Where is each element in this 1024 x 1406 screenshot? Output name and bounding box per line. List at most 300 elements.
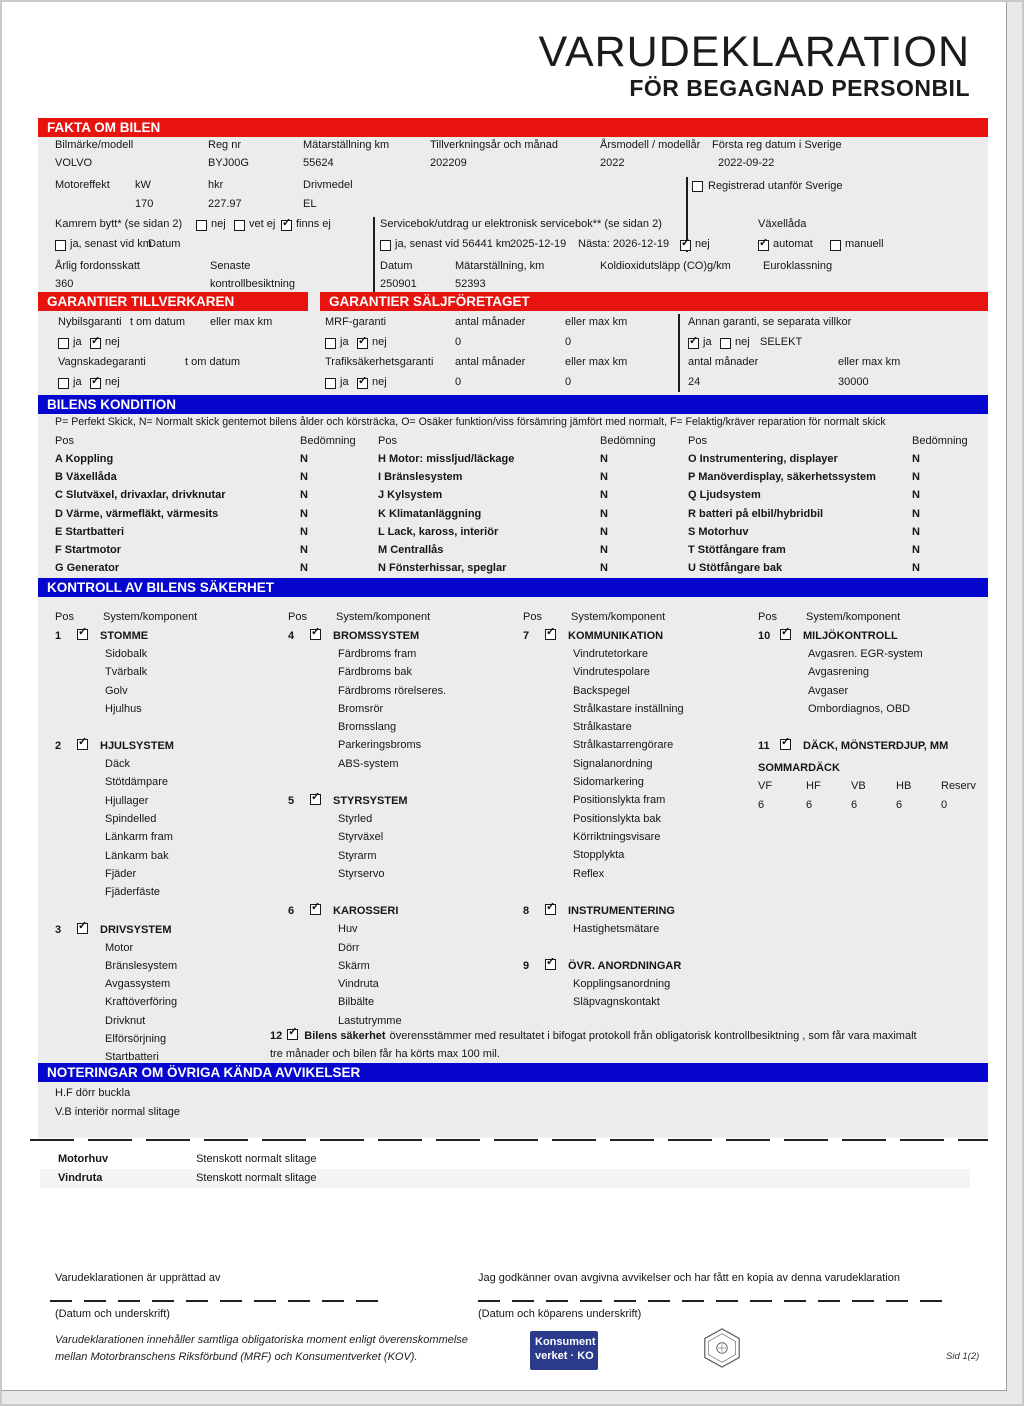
safety-item: Stopplykta xyxy=(573,849,625,862)
signature-line-seller xyxy=(50,1300,388,1302)
power-label: Motoreffekt xyxy=(55,179,110,191)
nybils-ja-checkbox xyxy=(58,338,69,349)
condition-item-label: E Startbatteri xyxy=(55,525,125,538)
safety-column-2 xyxy=(288,608,520,1049)
safety-item: Ombordiagnos, OBD xyxy=(808,702,911,715)
safety-group-header xyxy=(55,737,287,755)
euro-label: Euroklassning xyxy=(763,260,833,272)
safety-item: Länkarm bak xyxy=(105,849,169,862)
brand-value: VOLVO xyxy=(55,157,93,169)
kamrem-vetej-checkbox xyxy=(234,220,245,231)
condition-item-label: I Bränslesystem xyxy=(378,471,463,484)
section-header-garanti-tillverkaren xyxy=(38,292,308,311)
brand-label: Bilmärke/modell xyxy=(55,139,134,151)
document-subtitle: FÖR BEGAGNAD PERSONBIL xyxy=(629,75,970,102)
safety-item: Bromsrör xyxy=(338,702,384,715)
hp-label: hkr xyxy=(208,179,224,191)
condition-item-label: C Slutväxel, drivaxlar, drivknutar xyxy=(55,489,226,502)
safety-item: Styrväxel xyxy=(338,831,384,844)
safety-section xyxy=(38,597,988,1063)
safety-group xyxy=(55,737,287,901)
safety-item: Parkeringsbroms xyxy=(338,739,422,752)
group-checkbox xyxy=(545,629,556,640)
form-area xyxy=(38,118,988,1138)
safety-item: Fjäderfäste xyxy=(105,886,161,899)
group-title: DÄCK, MÖNSTERDJUP, MM xyxy=(803,740,949,753)
system-header: System/komponent xyxy=(103,611,198,623)
safety-item: Styrarm xyxy=(338,849,377,862)
safety-item: Färdbroms rörelseres. xyxy=(338,684,447,697)
safety-item: Elförsörjning xyxy=(105,1033,167,1046)
item-12-text: överensstämmer med resultatet i bifogat protokoll från obligatorisk kontrollbesiktning , som får vara maximalt xyxy=(389,1030,917,1042)
tire-values-row xyxy=(758,796,990,815)
kondition-column-1 xyxy=(55,433,355,577)
mrf-nej-checkbox xyxy=(357,338,368,349)
kamrem-nej-label: nej xyxy=(211,218,226,230)
safety-item: Stötdämpare xyxy=(105,776,168,789)
safety-group-header xyxy=(758,627,990,645)
divider-line xyxy=(678,314,680,392)
group-number: 9 xyxy=(523,960,530,973)
safety-group-header xyxy=(758,737,990,755)
noteringar-header-label: NOTERINGAR OM ÖVRIGA KÄNDA AVVIKELSER xyxy=(47,1065,361,1080)
noteringar-lines xyxy=(55,1084,180,1121)
condition-row xyxy=(378,468,678,486)
safety-group-header xyxy=(288,627,520,645)
group-title: KAROSSERI xyxy=(333,905,399,918)
section-header-noteringar xyxy=(38,1063,988,1082)
nej-label: nej xyxy=(105,336,120,348)
badge-line-1: Konsument xyxy=(535,1336,596,1348)
page-number: Sid 1(2) xyxy=(946,1351,980,1362)
safety-item: Lastutrymme xyxy=(338,1014,402,1027)
service-ja-checkbox xyxy=(380,240,391,251)
condition-row xyxy=(688,450,988,468)
condition-item-label: K Klimatanläggning xyxy=(378,507,482,520)
condition-item-label: S Motorhuv xyxy=(688,525,749,538)
section-header-fakta xyxy=(38,118,988,137)
kamrem-ja-checkbox xyxy=(55,240,66,251)
vagnskade-ja-checkbox xyxy=(58,378,69,389)
tire-col-label: HB xyxy=(896,780,912,793)
condition-rating: N xyxy=(912,507,920,520)
safety-group xyxy=(55,921,287,1067)
trafik-garanti-label: Trafiksäkerhetsgaranti xyxy=(325,356,434,368)
safety-item: Fjäder xyxy=(105,867,137,880)
condition-item-label: F Startmotor xyxy=(55,543,121,556)
model-year-value: 2022 xyxy=(600,157,625,169)
part-name: Motorhuv xyxy=(58,1153,109,1165)
first-reg-value: 2022-09-22 xyxy=(718,157,775,169)
condition-item-label: R batteri på elbil/hybridbil xyxy=(688,507,824,520)
group-title: DRIVSYSTEM xyxy=(100,923,172,936)
kondition-column-3 xyxy=(688,433,988,577)
tire-value: 6 xyxy=(806,798,813,811)
fakta-section xyxy=(38,137,988,292)
tire-header-row xyxy=(758,777,990,796)
kamrem-label: Kamrem bytt* (se sidan 2) xyxy=(55,218,183,230)
legal-line-2: mellan Motorbranschens Riksförbund (MRF) och Konsumentverket (KOV). xyxy=(55,1351,418,1363)
tire-value: 0 xyxy=(941,798,948,811)
safety-item: Bilbälte xyxy=(338,996,375,1009)
condition-row xyxy=(55,559,355,577)
note-line: H.F dörr buckla xyxy=(55,1087,131,1099)
signature-caption-buyer: (Datum och köparens underskrift) xyxy=(478,1308,642,1320)
condition-row xyxy=(378,559,678,577)
safety-item: Backspegel xyxy=(573,684,630,697)
condition-item-label: M Centrallås xyxy=(378,543,444,556)
condition-table-header xyxy=(378,433,678,450)
group-checkbox xyxy=(780,739,791,750)
section-header-garanti-salj xyxy=(320,292,988,311)
mrf-maxkm-value: 0 xyxy=(565,336,572,348)
condition-row xyxy=(688,468,988,486)
kamrem-finnsej-label: finns ej xyxy=(296,218,331,230)
safety-item: Kraftöverföring xyxy=(105,996,178,1009)
condition-item-label: L Lack, kaross, interiör xyxy=(378,525,499,538)
condition-row xyxy=(378,450,678,468)
item-12-number: 12 xyxy=(270,1030,283,1042)
safety-group-header xyxy=(523,627,755,645)
kw-value: 170 xyxy=(135,198,154,210)
signature-caption-seller: (Datum och underskrift) xyxy=(55,1308,170,1320)
safety-item: Färdbroms fram xyxy=(338,648,417,660)
condition-item-label: H Motor: missljud/läckage xyxy=(378,453,515,465)
kw-label: kW xyxy=(135,179,151,191)
divider-line xyxy=(373,217,375,293)
safety-header-label: KONTROLL AV BILENS SÄKERHET xyxy=(47,580,275,595)
group-number: 8 xyxy=(523,904,530,917)
mrf-months-value: 0 xyxy=(455,336,462,348)
inspection-label-2: kontrollbesiktning xyxy=(210,278,295,290)
safety-item: Sidomarkering xyxy=(573,776,644,789)
safety-item: Kopplingsanordning xyxy=(573,978,671,991)
condition-table-header xyxy=(55,433,355,450)
legal-text xyxy=(55,1332,468,1366)
annan-months-value: 24 xyxy=(688,376,701,388)
kamrem-ja-label: ja, senast vid km xyxy=(70,238,152,250)
condition-item-label: D Värme, värmefläkt, värmesits xyxy=(55,507,219,520)
condition-rating: N xyxy=(300,453,308,465)
maxkm-label: eller max km xyxy=(210,316,273,328)
safety-item: Skärm xyxy=(338,959,370,972)
safety-item: Huv xyxy=(338,923,358,936)
part-name: Vindruta xyxy=(58,1172,103,1184)
safety-item: Motor xyxy=(105,941,134,954)
condition-rating: N xyxy=(300,525,308,538)
group-number: 6 xyxy=(288,905,295,918)
service-ja-label: ja, senast vid 56441 km xyxy=(395,238,511,250)
safety-item: Hjullager xyxy=(105,794,149,807)
safety-item: Vindrutetorkare xyxy=(573,648,649,660)
kamrem-vetej-label: vet ej xyxy=(249,218,276,230)
safety-item: Avgaser xyxy=(808,684,849,697)
condition-rating: N xyxy=(600,562,608,575)
kamrem-finnsej-checkbox xyxy=(281,220,292,231)
condition-rating: N xyxy=(912,489,920,502)
rating-header: Bedömning xyxy=(912,435,968,447)
safety-item: Däck xyxy=(105,758,131,771)
garanti-tillverkaren-label: GARANTIER TILLVERKAREN xyxy=(47,294,235,309)
vagnskade-nej-checkbox xyxy=(90,378,101,389)
reg-label: Reg nr xyxy=(208,139,242,151)
group-number: 5 xyxy=(288,795,295,808)
group-number: 11 xyxy=(758,740,770,753)
group-number: 2 xyxy=(55,740,62,753)
condition-row xyxy=(378,505,678,523)
condition-rating: N xyxy=(912,543,920,556)
group-checkbox xyxy=(545,904,556,915)
part-note-row xyxy=(40,1150,970,1169)
safety-item: Positionslykta fram xyxy=(573,794,666,807)
annan-suffix-value: SELEKT xyxy=(760,336,803,348)
part-note-row xyxy=(40,1169,970,1188)
condition-rating: N xyxy=(600,543,608,556)
condition-rating: N xyxy=(912,471,920,484)
service-nej-checkbox xyxy=(680,240,691,251)
prepared-by-label: Varudeklarationen är upprättad av xyxy=(55,1272,221,1284)
trafik-nej-checkbox xyxy=(357,378,368,389)
certification-emblem-icon xyxy=(701,1327,743,1369)
part-note: Stenskott normalt slitage xyxy=(196,1172,317,1184)
condition-row xyxy=(378,523,678,541)
tom-datum-label: t om datum xyxy=(130,316,186,328)
reg-value: BYJ00G xyxy=(208,157,249,169)
maxkm-label: eller max km xyxy=(565,316,628,328)
safety-item: Tvärbalk xyxy=(105,666,148,679)
dashed-separator xyxy=(30,1139,988,1141)
nej-label: nej xyxy=(372,336,387,348)
safety-column-4 xyxy=(758,608,990,833)
group-checkbox xyxy=(77,629,88,640)
group-number: 4 xyxy=(288,630,295,642)
safety-item: Bränslesystem xyxy=(105,959,178,972)
kamrem-nej-checkbox xyxy=(196,220,207,231)
group-title: KOMMUNIKATION xyxy=(568,630,664,642)
safety-item: Bromsslang xyxy=(338,721,397,734)
group-checkbox xyxy=(77,739,88,750)
safety-group-header xyxy=(288,902,520,920)
safety-item: Släpvagnskontakt xyxy=(573,996,660,1009)
safety-group xyxy=(288,627,520,773)
part-note: Stenskott normalt slitage xyxy=(196,1153,317,1165)
safety-group xyxy=(288,792,520,883)
tire-value: 6 xyxy=(896,798,903,811)
safety-item: Dörr xyxy=(338,941,360,954)
trafik-ja-checkbox xyxy=(325,378,336,389)
condition-rating: N xyxy=(300,507,308,520)
group-title: ÖVR. ANORDNINGAR xyxy=(568,960,682,973)
ja-label: ja xyxy=(73,336,82,348)
group-title: INSTRUMENTERING xyxy=(568,904,675,917)
group-number: 10 xyxy=(758,630,771,642)
annan-ja-checkbox xyxy=(688,338,699,349)
safety-group xyxy=(523,627,755,883)
safety-item: Hastighetsmätare xyxy=(573,922,660,935)
condition-item-label: Q Ljudsystem xyxy=(688,489,761,502)
tax-value: 360 xyxy=(55,278,74,290)
odometer-label: Mätarställning km xyxy=(303,139,390,151)
tire-col-label: VF xyxy=(758,780,773,793)
condition-item-label: U Stötfångare bak xyxy=(688,562,783,575)
service-next-value: Nästa: 2026-12-19 xyxy=(578,238,670,250)
group-checkbox xyxy=(545,959,556,970)
item-12-checkbox xyxy=(287,1029,298,1040)
safety-item: Reflex xyxy=(573,867,605,880)
safety-group-header xyxy=(55,627,287,645)
annan-maxkm-label: eller max km xyxy=(838,356,901,368)
pos-header: Pos xyxy=(378,435,397,447)
safety-group xyxy=(288,902,520,1030)
safety-item-12-line1 xyxy=(270,1028,994,1046)
group-title: BROMSSYSTEM xyxy=(333,630,420,642)
rating-header: Bedömning xyxy=(300,435,356,447)
safety-group xyxy=(55,627,287,718)
group-number: 1 xyxy=(55,630,62,642)
trafik-months-value: 0 xyxy=(455,376,462,388)
ja-label: ja xyxy=(340,376,349,388)
group-number: 3 xyxy=(55,923,62,936)
safety-column-1 xyxy=(55,608,287,1086)
safety-item: Drivknut xyxy=(105,1014,146,1027)
safety-item: Länkarm fram xyxy=(105,831,173,844)
fuel-value: EL xyxy=(303,198,317,210)
odometer2-label: Mätarställning, km xyxy=(455,260,545,272)
condition-row xyxy=(688,559,988,577)
condition-row xyxy=(55,505,355,523)
safety-column-3 xyxy=(523,608,755,1031)
condition-row xyxy=(378,486,678,504)
maxkm-label: eller max km xyxy=(565,356,628,368)
signature-line-buyer xyxy=(478,1300,948,1302)
group-number: 7 xyxy=(523,630,530,642)
gearbox-automat-checkbox xyxy=(758,240,769,251)
condition-row xyxy=(55,486,355,504)
condition-item-label: G Generator xyxy=(55,562,120,575)
group-title: STYRSYSTEM xyxy=(333,795,408,808)
nej-label: nej xyxy=(105,376,120,388)
safety-item: Styrled xyxy=(338,813,373,826)
gearbox-automat-label: automat xyxy=(773,238,813,250)
safety-column-header xyxy=(55,608,287,627)
safety-group-header xyxy=(55,921,287,939)
pos-header: Pos xyxy=(758,611,777,623)
condition-item-label: T Stötfångare fram xyxy=(688,543,786,556)
condition-rating: N xyxy=(600,453,608,465)
tom-datum-label-2: t om datum xyxy=(185,356,241,368)
annan-maxkm-value: 30000 xyxy=(838,376,869,388)
condition-row xyxy=(55,541,355,559)
pos-header: Pos xyxy=(288,611,307,623)
condition-row xyxy=(688,486,988,504)
condition-item-label: N Fönsterhissar, speglar xyxy=(378,562,507,575)
safety-column-header xyxy=(758,608,990,627)
safety-group xyxy=(758,627,990,718)
co2-label: Koldioxidutsläpp (CO)g/km xyxy=(600,260,731,272)
rating-header: Bedömning xyxy=(600,435,656,447)
condition-row xyxy=(378,541,678,559)
nej-label: nej xyxy=(372,376,387,388)
condition-item-label: B Växellåda xyxy=(55,471,117,484)
konsumentverket-badge xyxy=(530,1331,598,1370)
months-label: antal månader xyxy=(455,316,526,328)
tire-value: 6 xyxy=(851,798,858,811)
safety-group xyxy=(523,957,755,1012)
hp-value: 227.97 xyxy=(208,198,242,210)
condition-rating: N xyxy=(600,525,608,538)
pos-header: Pos xyxy=(55,435,74,447)
model-year-label: Årsmodell / modellår xyxy=(600,139,701,151)
safety-item: Vindruta xyxy=(338,978,379,991)
group-checkbox xyxy=(77,923,88,934)
garanti-section xyxy=(38,311,988,395)
ja-label: ja xyxy=(73,376,82,388)
safety-item-12-line2: tre månader och bilen får ha körts max 100 mil. xyxy=(270,1047,500,1060)
condition-rating: N xyxy=(600,507,608,520)
safety-item: Strålkastare inställning xyxy=(573,702,684,715)
group-title: HJULSYSTEM xyxy=(100,740,174,753)
safety-item: Avgasrening xyxy=(808,666,869,679)
system-header: System/komponent xyxy=(336,611,431,623)
tire-col-label: HF xyxy=(806,780,821,793)
condition-rating: N xyxy=(912,562,920,575)
kamrem-datum-label: Datum xyxy=(148,238,181,250)
annan-nej-checkbox xyxy=(720,338,731,349)
gearbox-manuell-label: manuell xyxy=(845,238,884,250)
registered-abroad-checkbox xyxy=(692,181,703,192)
safety-item: Spindelled xyxy=(105,813,157,826)
safety-item: Strålkastare xyxy=(573,721,632,734)
badge-line-2: verket · KO xyxy=(535,1349,594,1362)
months-label: antal månader xyxy=(455,356,526,368)
annan-garanti-label: Annan garanti, se separata villkor xyxy=(688,316,852,328)
safety-group xyxy=(758,737,990,814)
group-title: STOMME xyxy=(100,630,149,642)
group-checkbox xyxy=(310,794,321,805)
condition-rating: N xyxy=(300,562,308,575)
tire-col-label: VB xyxy=(851,780,866,793)
odometer-value: 55624 xyxy=(303,157,334,169)
mrf-garanti-label: MRF-garanti xyxy=(325,316,387,328)
condition-item-label: J Kylsystem xyxy=(378,489,443,502)
condition-row xyxy=(55,468,355,486)
inspection-label-1: Senaste xyxy=(210,260,251,272)
section-header-fakta-label: FAKTA OM BILEN xyxy=(47,120,161,135)
service-label: Servicebok/utdrag ur elektronisk servicebok** (se sidan 2) xyxy=(380,218,662,230)
tires-subtitle: SOMMARDÄCK xyxy=(758,762,840,775)
nybils-nej-checkbox xyxy=(90,338,101,349)
safety-column-header xyxy=(523,608,755,627)
tire-col-label: Reserv xyxy=(941,780,976,793)
title-block xyxy=(538,30,970,102)
condition-rating: N xyxy=(600,471,608,484)
pos-header: Pos xyxy=(523,611,542,623)
section-header-safety xyxy=(38,578,988,597)
trafik-maxkm-value: 0 xyxy=(565,376,572,388)
safety-group-header xyxy=(288,792,520,810)
mrf-ja-checkbox xyxy=(325,338,336,349)
tax-label: Årlig fordonsskatt xyxy=(55,260,140,272)
safety-group xyxy=(523,902,755,938)
safety-item: Positionslykta bak xyxy=(573,812,662,825)
safety-item: Golv xyxy=(105,684,128,697)
kondition-legend: P= Perfekt Skick, N= Normalt skick gentemot bilens ålder och körsträcka, O= Osäker funktion/viss försämring jämfört med normalt, F= Felaktig/kräver reparation för normalt skick xyxy=(55,416,886,428)
condition-rating: N xyxy=(300,543,308,556)
section-header-kondition xyxy=(38,395,988,414)
condition-item-label: O Instrumentering, displayer xyxy=(688,453,838,465)
safety-item: Sidobalk xyxy=(105,648,148,660)
safety-item: Färdbroms bak xyxy=(338,666,412,679)
